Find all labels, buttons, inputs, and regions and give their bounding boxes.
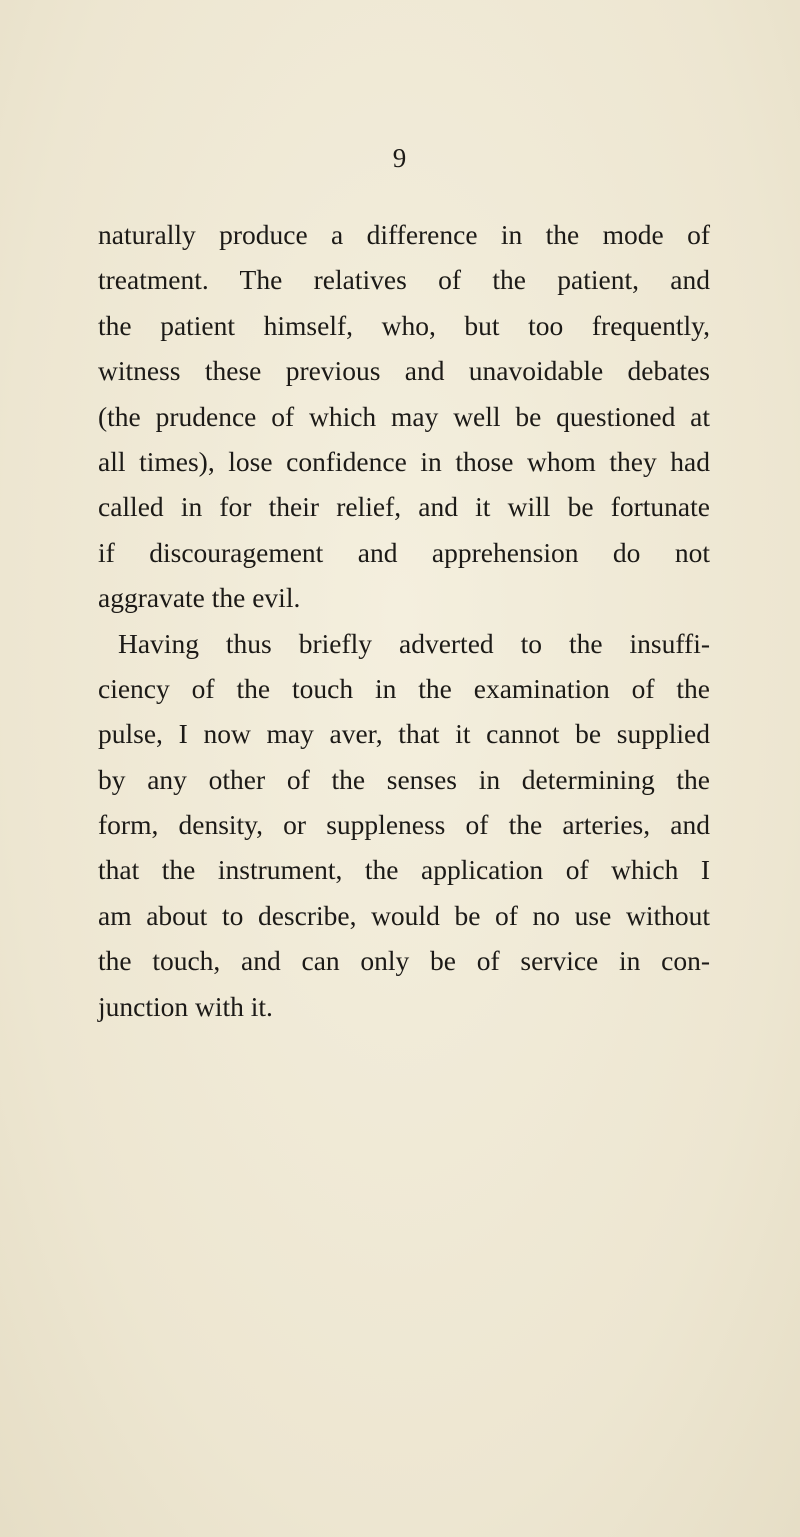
paragraph-end-line: junction with it. xyxy=(98,990,273,1022)
text-line: pulse, I now may aver, that it cannot be supplied xyxy=(98,718,710,750)
text-line: am about to describe, would be of no use without xyxy=(98,899,710,931)
text-line: the touch, and can only be of service in con- xyxy=(98,945,710,977)
text-line: form, density, or suppleness of the arteries, and xyxy=(98,809,710,841)
paragraph-start-line: Having thus briefly adverted to the insuffi- xyxy=(118,627,710,659)
text-line: called in for their relief, and it will be fortunate xyxy=(98,491,710,523)
text-line: the patient himself, who, but too frequently, xyxy=(98,309,710,341)
text-line: naturally produce a difference in the mode of xyxy=(98,219,710,250)
text-line: ciency of the touch in the examination of the xyxy=(98,672,710,704)
text-line: if discouragement and apprehension do not xyxy=(98,536,710,568)
text-line: that the instrument, the application of which I xyxy=(98,854,710,886)
text-line: witness these previous and unavoidable debates xyxy=(98,355,710,387)
text-line: (the prudence of which may well be questioned at xyxy=(98,400,710,432)
body-text xyxy=(98,212,710,1029)
text-line: treatment. The relatives of the patient, and xyxy=(98,264,710,296)
text-line: all times), lose confidence in those whom they had xyxy=(98,445,710,477)
text-line: by any other of the senses in determining the xyxy=(98,763,710,795)
page-number: 9 xyxy=(392,143,408,173)
paragraph-end-line: aggravate the evil. xyxy=(98,582,301,614)
